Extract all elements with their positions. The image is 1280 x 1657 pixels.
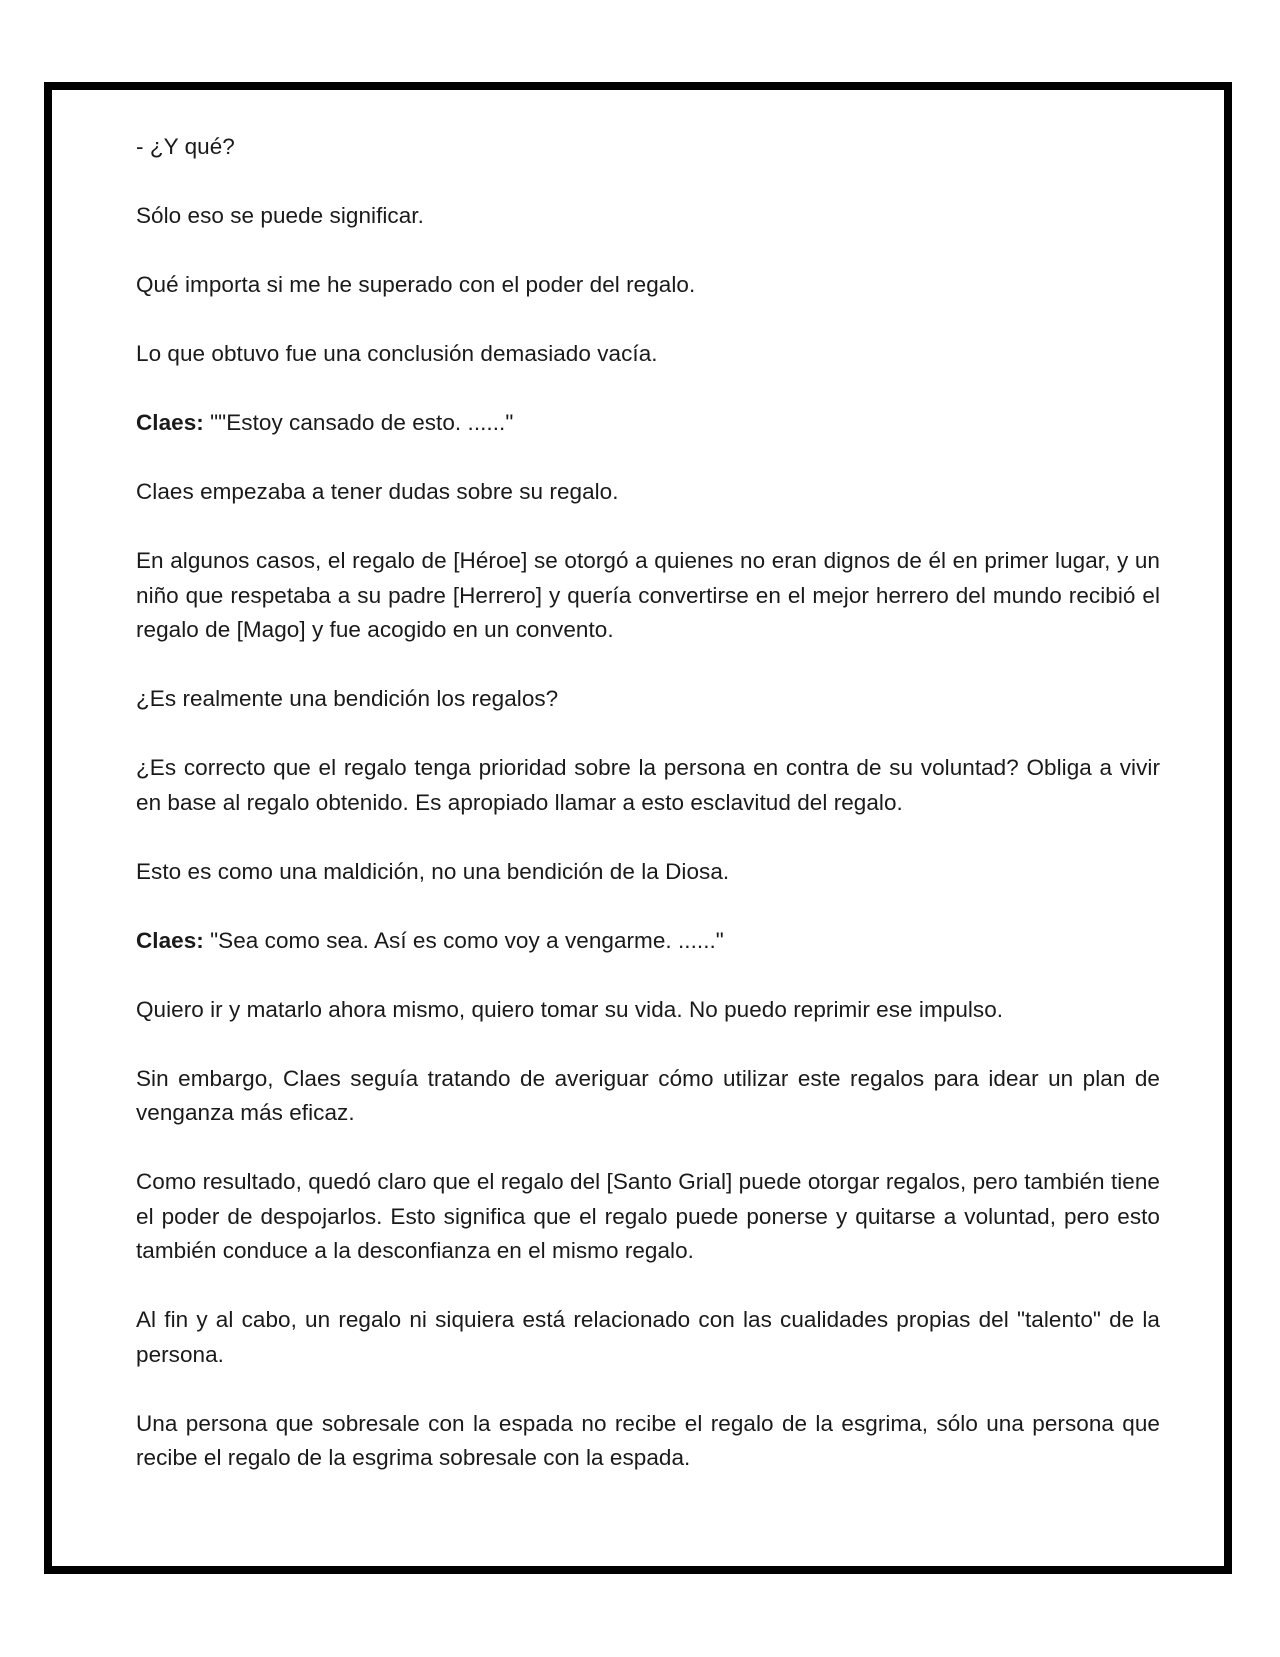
dialogue-line-1: [136, 406, 1160, 441]
paragraph-1: - ¿Y qué?: [136, 134, 235, 159]
paragraph-3: Qué importa si me he superado con el poder del regalo.: [136, 272, 696, 297]
paragraph-10: Esto es como una maldición, no una bendición de la Diosa.: [136, 858, 730, 884]
paragraph-6: Claes empezaba a tener dudas sobre su regalo.: [136, 479, 619, 504]
paragraph-9: ¿Es correcto que el regalo tenga prioridad sobre la persona en contra de su voluntad? Obliga a vivir en base al regalo obtenido. Es apropiado llamar a esto esclavitud del regalo.: [136, 755, 1160, 815]
speaker-name: Claes:: [136, 410, 204, 435]
paragraph-12: Quiero ir y matarlo ahora mismo, quiero tomar su vida. No puedo reprimir ese impulso.: [136, 996, 1004, 1022]
speaker-name: Claes:: [136, 927, 204, 953]
page-frame: [44, 82, 1232, 1574]
paragraph-14: Como resultado, quedó claro que el regalo del [Santo Grial] puede otorgar regalos, pero también tiene el poder de despojarlos. Esto significa que el regalo puede ponerse y quitarse a voluntad, pero esto también conduce a la desconfianza en el mismo regalo.: [136, 1169, 1160, 1263]
dialogue-text: ""Estoy cansado de esto. ......": [203, 410, 514, 435]
paragraph-2: Sólo eso se puede significar.: [136, 203, 424, 228]
paragraph-13: Sin embargo, Claes seguía tratando de averiguar cómo utilizar este regalos para idear un plan de venganza más eficaz.: [136, 1065, 1160, 1125]
dialogue-line-2: [136, 924, 1160, 959]
dialogue-text: "Sea como sea. Así es como voy a vengarme. ......": [203, 927, 724, 953]
paragraph-8: ¿Es realmente una bendición los regalos?: [136, 686, 559, 711]
paragraph-4: Lo que obtuvo fue una conclusión demasiado vacía.: [136, 341, 658, 366]
paragraph-7: En algunos casos, el regalo de [Héroe] se otorgó a quienes no eran dignos de él en primer lugar, y un niño que respetaba a su padre [Herrero] y quería convertirse en el mejor herrero del mundo recibió el regalo de [Mago] y fue acogido en un convento.: [136, 548, 1160, 642]
paragraph-15: Al fin y al cabo, un regalo ni siquiera está relacionado con las cualidades propias del "talento" de la persona.: [136, 1307, 1160, 1367]
text-body: [136, 130, 1160, 1510]
paragraph-16: Una persona que sobresale con la espada no recibe el regalo de la esgrima, sólo una persona que recibe el regalo de la esgrima sobresale con la espada.: [136, 1410, 1160, 1470]
